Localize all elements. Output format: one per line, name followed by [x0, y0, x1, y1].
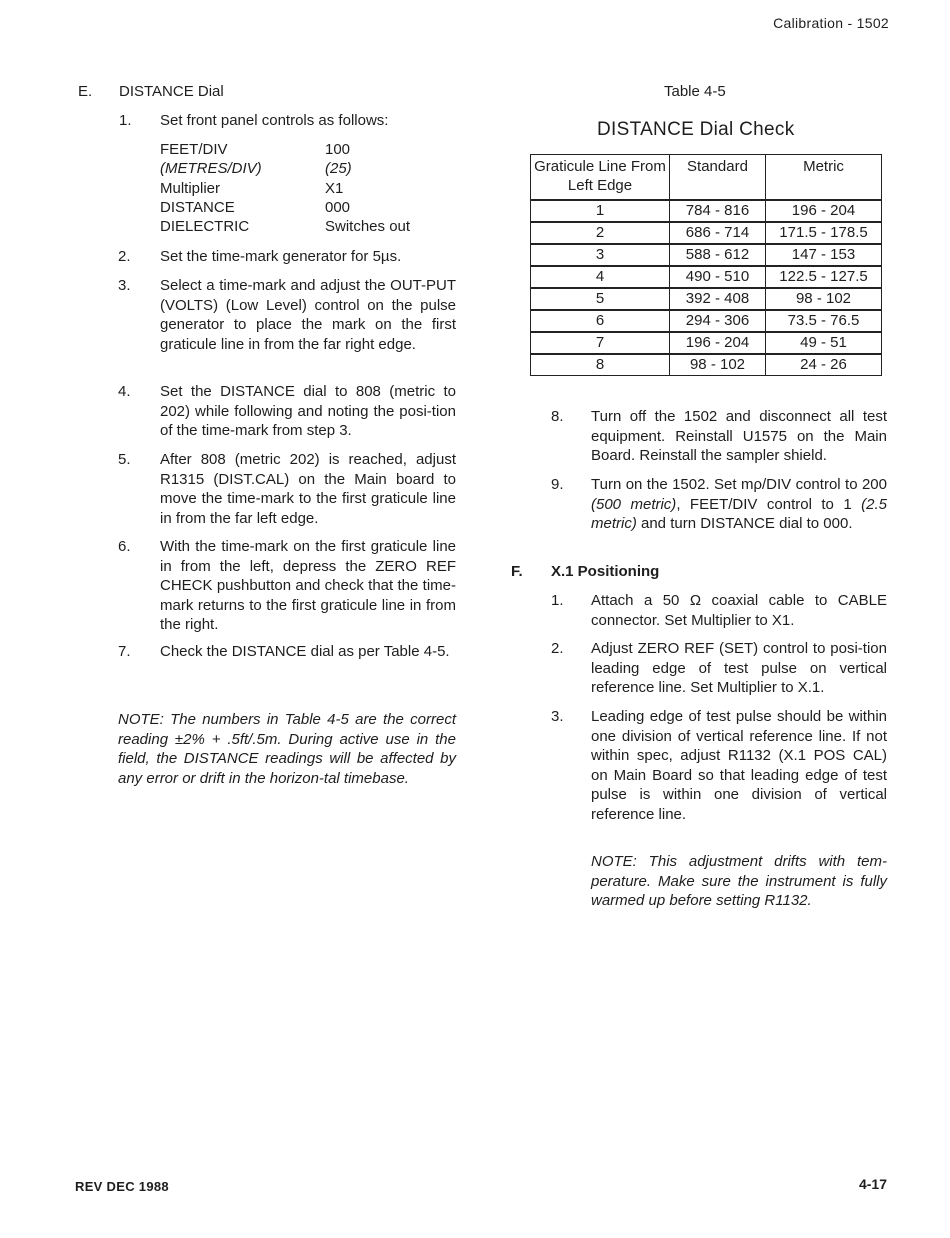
step-number: 2. — [118, 248, 131, 265]
table-cell: 8 — [531, 354, 670, 376]
setting-label: DIELECTRIC — [160, 218, 250, 235]
table-cell: 4 — [531, 266, 670, 288]
step-text: After 808 (metric 202) is reached, adjust R1315 (DIST.CAL) on the Main board to move the time-mark to the first graticule line in from the far left edge. — [160, 451, 456, 527]
table-cell: 147 - 153 — [766, 244, 882, 266]
step-text-part: , FEET/DIV control to 1 — [676, 495, 862, 513]
table-cell: 122.5 - 127.5 — [766, 266, 882, 288]
step-number: 4. — [118, 383, 131, 400]
setting-row — [160, 198, 430, 217]
note-temperature-drift: NOTE: This adjustment drifts with tem-perature. Make sure the instrument is fully warmed up before setting R1132. — [591, 853, 887, 909]
table-row — [531, 354, 882, 376]
setting-row — [160, 140, 430, 159]
section-f-letter: F. — [511, 563, 523, 580]
table-cell: 24 - 26 — [766, 354, 882, 376]
section-e-title: DISTANCE Dial — [119, 83, 224, 100]
table-cell: 98 - 102 — [766, 288, 882, 310]
step-text: Set front panel controls as follows: — [160, 112, 389, 129]
table-row — [531, 200, 882, 222]
step-text: Leading edge of test pulse should be within one division of vertical reference line. If not within spec, adjust R1132 (X.1 POS CAL) on Main Board so that leading edge of test pulse is within one division of vertical reference line. — [591, 708, 887, 823]
setting-row — [160, 179, 430, 198]
step-number: 9. — [551, 476, 564, 493]
setting-value: 000 — [325, 199, 351, 216]
table-cell: 5 — [531, 288, 670, 310]
setting-label: FEET/DIV — [160, 141, 228, 158]
note-timebase: NOTE: The numbers in Table 4-5 are the correct reading ±2% + .5ft/.5m. During active use in the field, the DISTANCE readings will be affected by any error or drift in the horizon-tal timebase. — [118, 711, 456, 787]
table-cell: 196 - 204 — [766, 200, 882, 222]
table-cell: 588 - 612 — [670, 244, 766, 266]
table-cell: 490 - 510 — [670, 266, 766, 288]
table-cell: 171.5 - 178.5 — [766, 222, 882, 244]
table-row — [531, 266, 882, 288]
step-text: Set the time-mark generator for 5µs. — [160, 248, 402, 265]
step-text-part: (500 metric) — [591, 495, 677, 513]
table-cell: 98 - 102 — [670, 354, 766, 376]
step-number: 6. — [118, 538, 131, 555]
table-cell: 73.5 - 76.5 — [766, 310, 882, 332]
table-header-row — [531, 155, 882, 201]
table-title: DISTANCE Dial Check — [597, 119, 795, 140]
step-text-part: and turn DISTANCE dial to 000. — [636, 515, 853, 532]
table-cell: 1 — [531, 200, 670, 222]
step-number: 5. — [118, 451, 131, 468]
page-header: Calibration - 1502 — [773, 15, 889, 31]
table-cell: 392 - 408 — [670, 288, 766, 310]
step-text-part: (2.5 metric) — [591, 495, 887, 532]
step-text: Turn off the 1502 and disconnect all test equipment. Reinstall U1575 on the Main Board. Reinstall the sampler shield. — [591, 408, 887, 464]
revision-date: REV DEC 1988 — [75, 1179, 169, 1194]
table-cell: 6 — [531, 310, 670, 332]
step-number: 3. — [118, 277, 131, 294]
table-row — [531, 310, 882, 332]
table-cell: 686 - 714 — [670, 222, 766, 244]
table-row — [531, 222, 882, 244]
setting-value: (25) — [325, 160, 352, 177]
page-number: 4-17 — [858, 1176, 887, 1192]
step-text — [591, 475, 887, 534]
table-header-cell: Standard — [670, 155, 766, 201]
table-row — [531, 332, 882, 354]
setting-value: X1 — [325, 180, 344, 197]
step-text-part: Turn on the 1502. Set mρ/DIV control to 200 — [591, 476, 887, 493]
step-number: 8. — [551, 408, 564, 425]
table-header-cell: Metric — [766, 155, 882, 201]
step-number: 1. — [119, 112, 132, 129]
setting-value: 100 — [325, 141, 351, 158]
setting-row — [160, 159, 430, 178]
table-cell: 7 — [531, 332, 670, 354]
step-number: 1. — [551, 592, 564, 609]
step-text: Check the DISTANCE dial as per Table 4-5. — [160, 643, 450, 660]
setting-value: Switches out — [325, 218, 411, 235]
step-text: Attach a 50 Ω coaxial cable to CABLE connector. Set Multiplier to X1. — [591, 592, 887, 629]
table-cell: 3 — [531, 244, 670, 266]
table-header-cell: Graticule Line From Left Edge — [531, 155, 670, 201]
table-row — [531, 244, 882, 266]
table-cell: 294 - 306 — [670, 310, 766, 332]
section-e-letter: E. — [78, 83, 93, 100]
table-row — [531, 288, 882, 310]
setting-row — [160, 217, 430, 236]
table-cell: 49 - 51 — [766, 332, 882, 354]
step-number: 7. — [118, 643, 131, 660]
table-cell: 784 - 816 — [670, 200, 766, 222]
step-number: 2. — [551, 640, 564, 657]
table-cell: 2 — [531, 222, 670, 244]
step-text: Adjust ZERO REF (SET) control to posi-tion leading edge of test pulse on vertical reference line. Set Multiplier to X.1. — [591, 640, 887, 696]
step-number: 3. — [551, 708, 564, 725]
distance-check-table — [530, 154, 882, 376]
table-cell: 196 - 204 — [670, 332, 766, 354]
setting-label: (METRES/DIV) — [160, 160, 262, 177]
step-text: Set the DISTANCE dial to 808 (metric to 202) while following and noting the posi-tion of the time-mark from step 3. — [160, 383, 456, 439]
setting-label: DISTANCE — [160, 199, 235, 216]
step-text: Select a time-mark and adjust the OUT-PUT (VOLTS) (Low Level) control on the pulse generator to place the mark on the first graticule line in from the far right edge. — [160, 277, 456, 353]
section-f-title: X.1 Positioning — [551, 563, 660, 580]
setting-label: Multiplier — [160, 180, 221, 197]
step-text: With the time-mark on the first graticule line in from the left, depress the ZERO REF CHECK pushbutton and check that the time-mark returns to the first graticule line in from the right. — [160, 538, 456, 633]
table-label: Table 4-5 — [664, 83, 726, 100]
